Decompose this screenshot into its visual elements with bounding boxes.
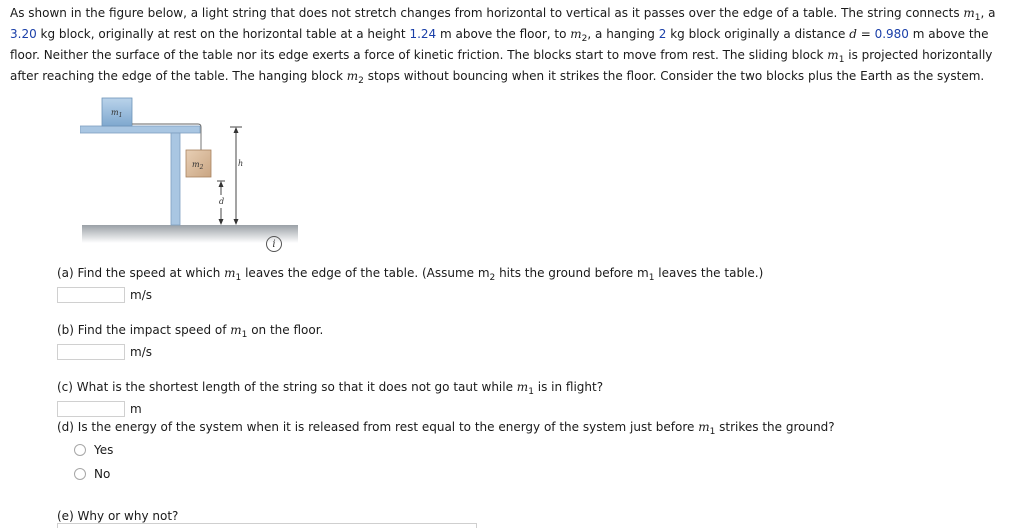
part-b-question: (b) Find the impact speed of $m_1$ on the floor. bbox=[57, 323, 324, 340]
d-distance-value: 0.980 bbox=[874, 27, 909, 41]
m1-label: $m_1$ bbox=[111, 108, 123, 119]
m2-label: $m_2$ bbox=[192, 160, 204, 171]
radio-no-label: No bbox=[94, 467, 111, 481]
d-label: d bbox=[219, 197, 225, 206]
part-d-question: (d) Is the energy of the system when it is released from rest equal to the energy of the system just before $m_1$ strikes the ground? bbox=[57, 420, 835, 437]
part-e-question: (e) Why or why not? bbox=[57, 509, 179, 523]
part-b-answer-input[interactable] bbox=[57, 344, 125, 360]
table-height-value: 1.24 bbox=[409, 27, 437, 41]
part-a-answer-row bbox=[57, 287, 152, 303]
part-a-answer-input[interactable] bbox=[57, 287, 125, 303]
h-arrow-bottom bbox=[234, 219, 239, 225]
part-c-unit: m bbox=[130, 402, 142, 416]
part-d-option-no[interactable] bbox=[74, 467, 110, 481]
part-b-unit: m/s bbox=[130, 345, 152, 359]
radio-no[interactable] bbox=[74, 468, 86, 480]
part-c-answer-input[interactable] bbox=[57, 401, 125, 417]
m2-mass-value: 2 bbox=[658, 27, 667, 41]
table-top bbox=[80, 126, 200, 133]
part-c-question: (c) What is the shortest length of the string so that it does not go taut while $m_1$ is in flight? bbox=[57, 380, 604, 397]
h-arrow-top bbox=[234, 127, 239, 133]
part-b-answer-row bbox=[57, 344, 152, 360]
h-label: h bbox=[238, 159, 244, 168]
part-d-option-yes[interactable] bbox=[74, 443, 113, 457]
info-icon[interactable]: i bbox=[266, 236, 282, 252]
d-arrow-top bbox=[219, 181, 224, 187]
radio-yes-label: Yes bbox=[94, 443, 114, 457]
part-e-answer-textarea[interactable] bbox=[57, 523, 477, 528]
table-blocks-figure bbox=[80, 92, 300, 257]
part-c-answer-row bbox=[57, 401, 142, 417]
part-a-question: (a) Find the speed at which $m_1$ leaves the edge of the table. (Assume $m_2$ hits the ground before $m_1$ leaves the table.) bbox=[57, 266, 764, 283]
m1-mass-value: 3.20 bbox=[10, 27, 37, 41]
radio-yes[interactable] bbox=[74, 444, 86, 456]
part-a-unit: m/s bbox=[130, 288, 152, 302]
table-leg bbox=[171, 133, 180, 225]
problem-statement: As shown in the figure below, a light string that does not stretch changes from horizontal to vertical as it passes over the edge of a table. The string connects $m_1$, a 3.20 kg block, originally at rest on the horizontal table at a height 1.24 m above the floor, to $m_2$, a hanging 2 kg block originally a distance d = 0.980 m above the floor. Neither the surface of the table nor its edge exerts a force of kinetic friction. The blocks start to move from rest. The sliding block $m_1$ is projected horizontally after reaching the edge of the table. The hanging block $m_2$ stops without bouncing when it strikes the floor. Consider the two blocks plus the Earth as the system. bbox=[10, 6, 996, 86]
d-arrow-bottom bbox=[219, 219, 224, 225]
